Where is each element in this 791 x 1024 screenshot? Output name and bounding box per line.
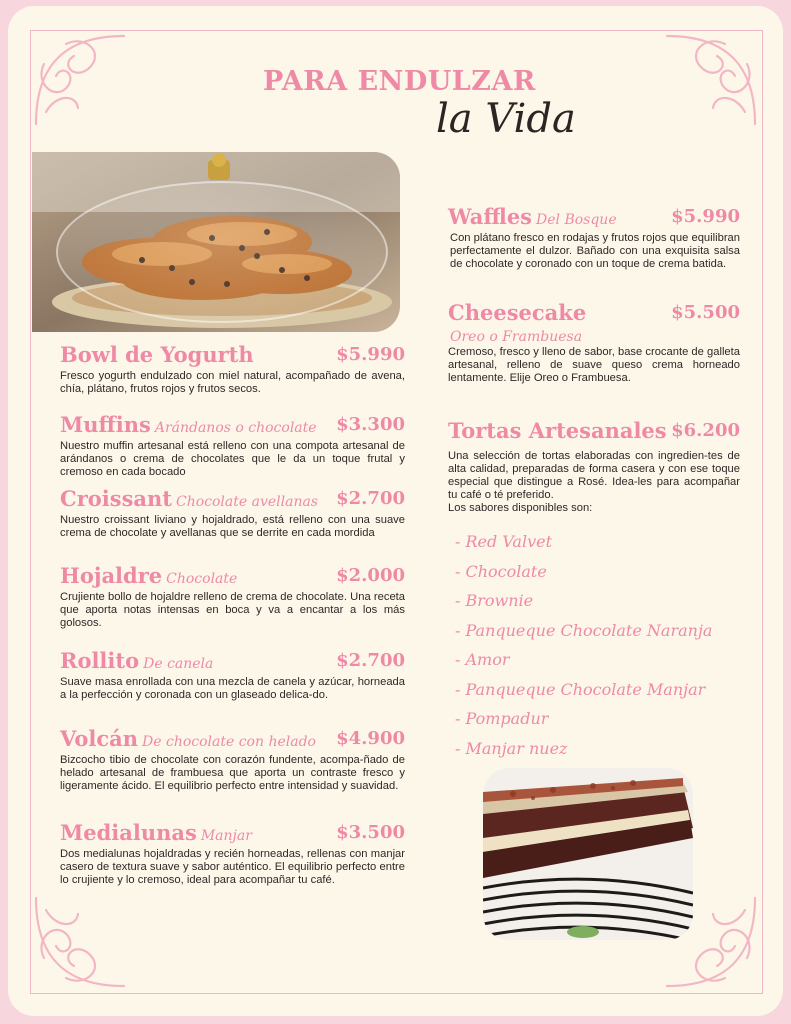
item-name: Volcán <box>60 726 139 751</box>
flourish-top-left-icon <box>26 24 136 134</box>
menu-item-medialunas <box>60 820 405 887</box>
page-title: PARA ENDULZAR <box>263 66 536 97</box>
item-subtitle: Manjar <box>200 828 252 844</box>
flourish-top-right-icon <box>655 24 765 134</box>
menu-item-rollito <box>60 648 405 702</box>
item-description: Una selección de tortas elaboradas con ingredien-tes de alta calidad, preparadas de forma casera y con ese toque especial que distingue a Rosé. Idea-les para acompañar tu café o té preferido. <box>448 450 740 501</box>
item-price: $2.000 <box>336 565 405 586</box>
item-name: Tortas Artesanales <box>448 418 667 443</box>
item-description-flavors-intro: Los sabores disponibles son: <box>448 502 593 514</box>
item-price: $3.500 <box>336 822 405 843</box>
item-subtitle: Oreo o Frambuesa <box>450 329 583 345</box>
menu-item-cheesecake <box>448 300 740 385</box>
menu-page <box>8 6 783 1016</box>
item-description: Nuestro muffin artesanal está relleno con una compota artesanal de arándanos o crema de chocolates que le da un toque frutal y cremoso en cada bocado <box>60 440 405 478</box>
item-name: Croissant <box>60 486 172 511</box>
flavor-list-item: - Panqueque Chocolate Manjar <box>455 680 706 699</box>
item-name: Muffins <box>60 412 151 437</box>
flourish-bottom-left-icon <box>26 888 136 998</box>
item-subtitle: Chocolate <box>166 571 238 587</box>
item-price: $3.300 <box>336 414 405 435</box>
item-subtitle: De chocolate con helado <box>142 734 316 750</box>
item-price: $2.700 <box>336 650 405 671</box>
item-price: $6.200 <box>671 420 740 441</box>
page-title-script: la Vida <box>436 96 576 142</box>
item-description: Bizcocho tibio de chocolate con corazón fundente, acompa-ñado de helado artesanal de frambuesa que aporta un contraste fresco y ligeramente ácido. El equilibrio perfecto entre intensidad y suavidad. <box>60 754 405 792</box>
item-subtitle: Chocolate avellanas <box>175 494 318 510</box>
flavor-list-item: - Amor <box>455 650 510 669</box>
item-price: $5.990 <box>336 344 405 365</box>
item-description: Cremoso, fresco y lleno de sabor, base crocante de galleta artesanal, relleno de suave queso crema horneado lentamente. Elije Oreo o Frambuesa. <box>448 346 740 384</box>
menu-item-volcan <box>60 726 405 793</box>
menu-item-waffles <box>448 204 740 271</box>
flavor-list-item: - Pompadur <box>455 709 549 728</box>
item-subtitle: Arándanos o chocolate <box>154 420 317 436</box>
flavor-list-item: - Manjar nuez <box>455 739 568 758</box>
item-price: $2.700 <box>336 488 405 509</box>
flavor-list-item: - Red Valvet <box>455 532 553 551</box>
croissant-photo <box>32 152 400 332</box>
item-name: Medialunas <box>60 820 197 845</box>
flavor-list-item: - Panqueque Chocolate Naranja <box>455 621 713 640</box>
item-description: Fresco yogurth endulzado con miel natural, acompañado de avena, chía, plátano, frutos rojos y frutos secos. <box>60 370 405 395</box>
item-subtitle: De canela <box>143 656 214 672</box>
item-price: $4.900 <box>336 728 405 749</box>
item-name: Bowl de Yogurth <box>60 342 254 367</box>
item-description: Suave masa enrollada con una mezcla de canela y azúcar, horneada a la perfección y coronada con un glaseado delica-do. <box>60 676 405 701</box>
menu-item-bowl-de-yogurth <box>60 342 405 396</box>
item-price: $5.990 <box>671 206 740 227</box>
menu-item-croissant <box>60 486 405 540</box>
item-description: Nuestro croissant liviano y hojaldrado, está relleno con una suave crema de chocolate y avellanas que se derrite en cada mordida <box>60 514 405 539</box>
item-description: Dos medialunas hojaldradas y recién horneadas, rellenas con manjar casero de textura suave y sabor auténtico. El equilibrio perfecto entre lo crujiente y lo cremoso, ideal para acompañar tu café. <box>60 848 405 886</box>
menu-item-hojaldre <box>60 563 405 630</box>
flavor-list-item: - Brownie <box>455 591 534 610</box>
item-name: Hojaldre <box>60 563 163 588</box>
item-description: Con plátano fresco en rodajas y frutos rojos que equilibran perfectamente el dulzor. Bañado con una exquisita salsa de chocolate y coronado con un toque de crema batida. <box>450 232 740 270</box>
menu-item-muffins <box>60 412 405 479</box>
item-description: Crujiente bollo de hojaldre relleno de crema de chocolate. Una receta que aporta notas intensas en boca y va a encantar a los más golosos. <box>60 591 405 629</box>
cake-photo <box>483 768 693 940</box>
item-name: Waffles <box>448 204 532 229</box>
item-name: Rollito <box>60 648 140 673</box>
flavor-list-item: - Chocolate <box>455 562 547 581</box>
item-price: $5.500 <box>671 302 740 323</box>
menu-item-tortas-artesanales <box>448 418 740 515</box>
item-name: Cheesecake <box>448 300 587 325</box>
item-subtitle: Del Bosque <box>536 212 617 228</box>
